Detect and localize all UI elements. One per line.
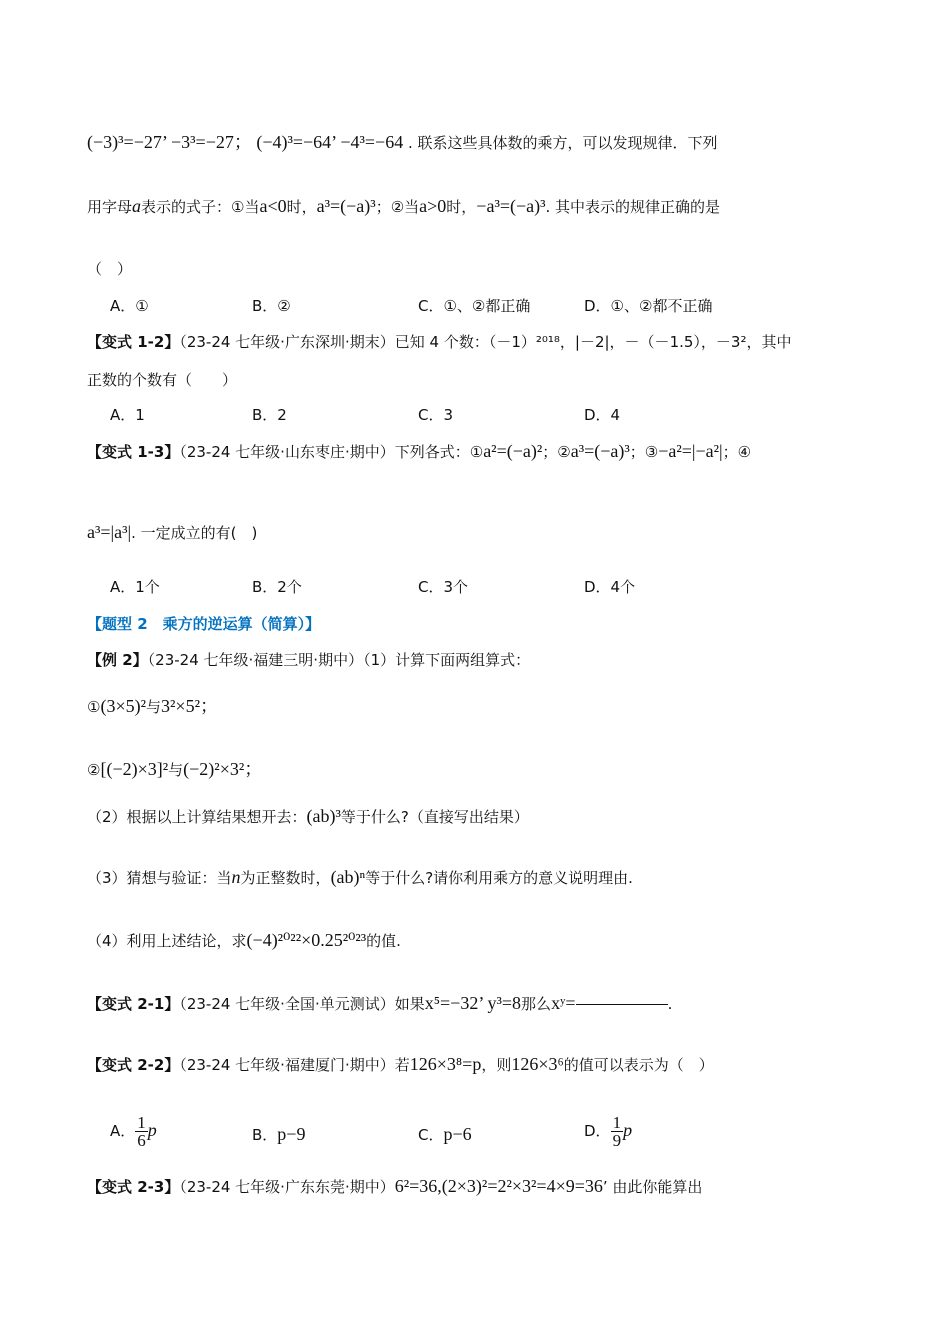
option-b: B．2个 [252,578,302,596]
text: ① [87,698,101,716]
option-c [418,1124,472,1145]
math-expr: (−3)³=−27’ −3³=−27； (−4)³=−64’ −4³=−64 [87,132,404,152]
option-a: A．1个 [110,578,160,596]
option-a: A．1 [110,406,145,424]
text: （3）猜想与验证：当 [87,869,232,887]
option-c: C．3 [418,406,454,424]
text: （1）计算下面两组算式： [363,651,531,669]
option-d: D．①、②都不正确 [584,297,713,315]
option-d: D．4个 [584,578,636,596]
option-b [252,1124,305,1145]
text: ；②当 [375,198,420,216]
math-expr: p−9 [277,1124,306,1144]
text: ，则 [481,1056,512,1074]
ex2-part2 [87,806,529,827]
text: 用字母 [87,198,133,216]
math-expr: −a³=(−a)³ [476,196,546,216]
text: 的值可以表示为（ ） [563,1056,714,1074]
option-a: A．① [110,297,149,315]
option-label: B． [252,1126,278,1144]
text: . [667,995,673,1013]
q2-2 [87,1054,714,1075]
text: （4）利用上述结论，求 [87,932,247,950]
question-source: （23-24 七年级·全国·单元测试） [179,995,395,1013]
numerator: 1 [612,1113,622,1132]
math-var: n [231,867,241,887]
question-source: （23-24 七年级·山东枣庄·期中） [179,443,395,461]
math-var: p [623,1120,633,1140]
text: 的值. [366,932,401,950]
math-expr: (−2)²×3²； [183,759,263,779]
option-b: B．② [252,297,291,315]
text: 时， [286,198,317,216]
denominator: 6 [137,1131,146,1150]
math-expr: 126×3⁶ [511,1054,564,1074]
math-expr: −a²=|−a²| [658,441,723,461]
q1-3-line2 [87,522,257,543]
question-tag: 【例 2】 [87,651,148,669]
math-var: p [147,1120,157,1140]
math-expr: 3²×5²； [161,696,218,716]
option-label: A． [110,1122,136,1140]
fraction [135,1114,148,1149]
q1-1-line1 [87,128,718,154]
answer-blank [576,1004,668,1005]
option-label: D． [584,1122,611,1140]
option-c: C．①、②都正确 [418,297,531,315]
question-tag: 【变式 1-3】 [87,443,180,461]
option-label: C． [418,1126,444,1144]
math-expr: (−4)²⁰²²×0.25²⁰²³ [246,930,367,950]
q1-3-line1 [87,441,751,462]
denominator: 9 [612,1131,622,1150]
text: ’ 由此你能算出 [602,1178,703,1196]
text: 如果 [394,995,425,1013]
text: 那么 [521,995,552,1013]
text: ；② [542,443,571,461]
math-expr: x⁵=−32’ y³=8 [424,993,522,1013]
text: . 联系这些具体数的乘方，可以发现规律．下列 [407,134,718,152]
text: ；④ [722,443,752,461]
question-tag: 【变式 2-3】 [87,1178,180,1196]
question-tag: 【变式 2-1】 [87,995,180,1013]
answer-paren: （ ） [87,260,133,278]
math-expr: (3×5)² [100,696,146,716]
text: ② [87,761,101,779]
math-var: a [132,196,142,216]
option-c: C．3个 [418,578,469,596]
text: 表示的式子：①当 [141,198,260,216]
text: 等于什么?请你利用乘方的意义说明理由. [365,869,633,887]
section-heading: 【题型 2 乘方的逆运算（简算）】 [87,615,321,633]
question-source: （23-24 七年级·福建三明·期中） [147,651,364,669]
question-tag: 【变式 1-2】 [87,333,180,351]
q1-2-line1 [87,331,791,352]
text: 时， [446,198,477,216]
math-expr: a²=(−a)² [483,441,543,461]
q2-1 [87,993,672,1014]
fraction [611,1114,624,1149]
option-d [584,1114,632,1149]
math-expr: a>0 [419,196,447,216]
math-expr: a<0 [259,196,287,216]
text: 已知 4 个数：（－1）²⁰¹⁸，|－2|，－（－1.5），－3²，其中 [394,333,792,351]
math-expr: (ab)³ [306,806,341,826]
ex2-item2 [87,755,262,781]
math-expr: a³=(−a)³ [570,441,630,461]
numerator: 1 [137,1113,146,1132]
text: . 一定成立的有( ) [131,524,258,542]
math-expr: [(−2)×3]² [100,759,169,779]
q1-1-line2 [87,196,720,217]
math-expr: a³=|a³| [87,522,132,542]
ex2-part3 [87,867,633,888]
ex2-line1 [87,649,530,670]
option-d: D．4 [584,406,621,424]
q2-3 [87,1176,702,1197]
math-expr: 6²=36,(2×3)²=2²×3²=4×9=36 [394,1176,603,1196]
question-source: （23-24 七年级·福建厦门·期中） [179,1056,395,1074]
text: （2）根据以上计算结果想开去： [87,808,307,826]
math-expr: p−6 [443,1124,472,1144]
text: 与 [146,698,162,716]
ex2-item1 [87,692,218,718]
math-expr: xʸ= [551,993,576,1013]
q1-2-line2: 正数的个数有（ ） [87,371,238,389]
math-expr: (ab)ⁿ [330,867,366,887]
option-b: B．2 [252,406,287,424]
text: 下列各式：① [394,443,484,461]
math-expr: a³=(−a)³ [316,196,376,216]
text: 等于什么?（直接写出结果） [340,808,529,826]
text: 若 [394,1056,410,1074]
question-source: （23-24 七年级·广东东莞·期中） [179,1178,395,1196]
text: 为正整数时， [240,869,331,887]
question-tag: 【变式 2-2】 [87,1056,180,1074]
math-expr: 126×3⁸=p [409,1054,482,1074]
option-a [110,1114,157,1149]
question-source: （23-24 七年级·广东深圳·期末） [179,333,395,351]
text: ；③ [629,443,659,461]
text: 与 [168,761,184,779]
ex2-part4 [87,930,401,951]
text: . 其中表示的规律正确的是 [545,198,721,216]
